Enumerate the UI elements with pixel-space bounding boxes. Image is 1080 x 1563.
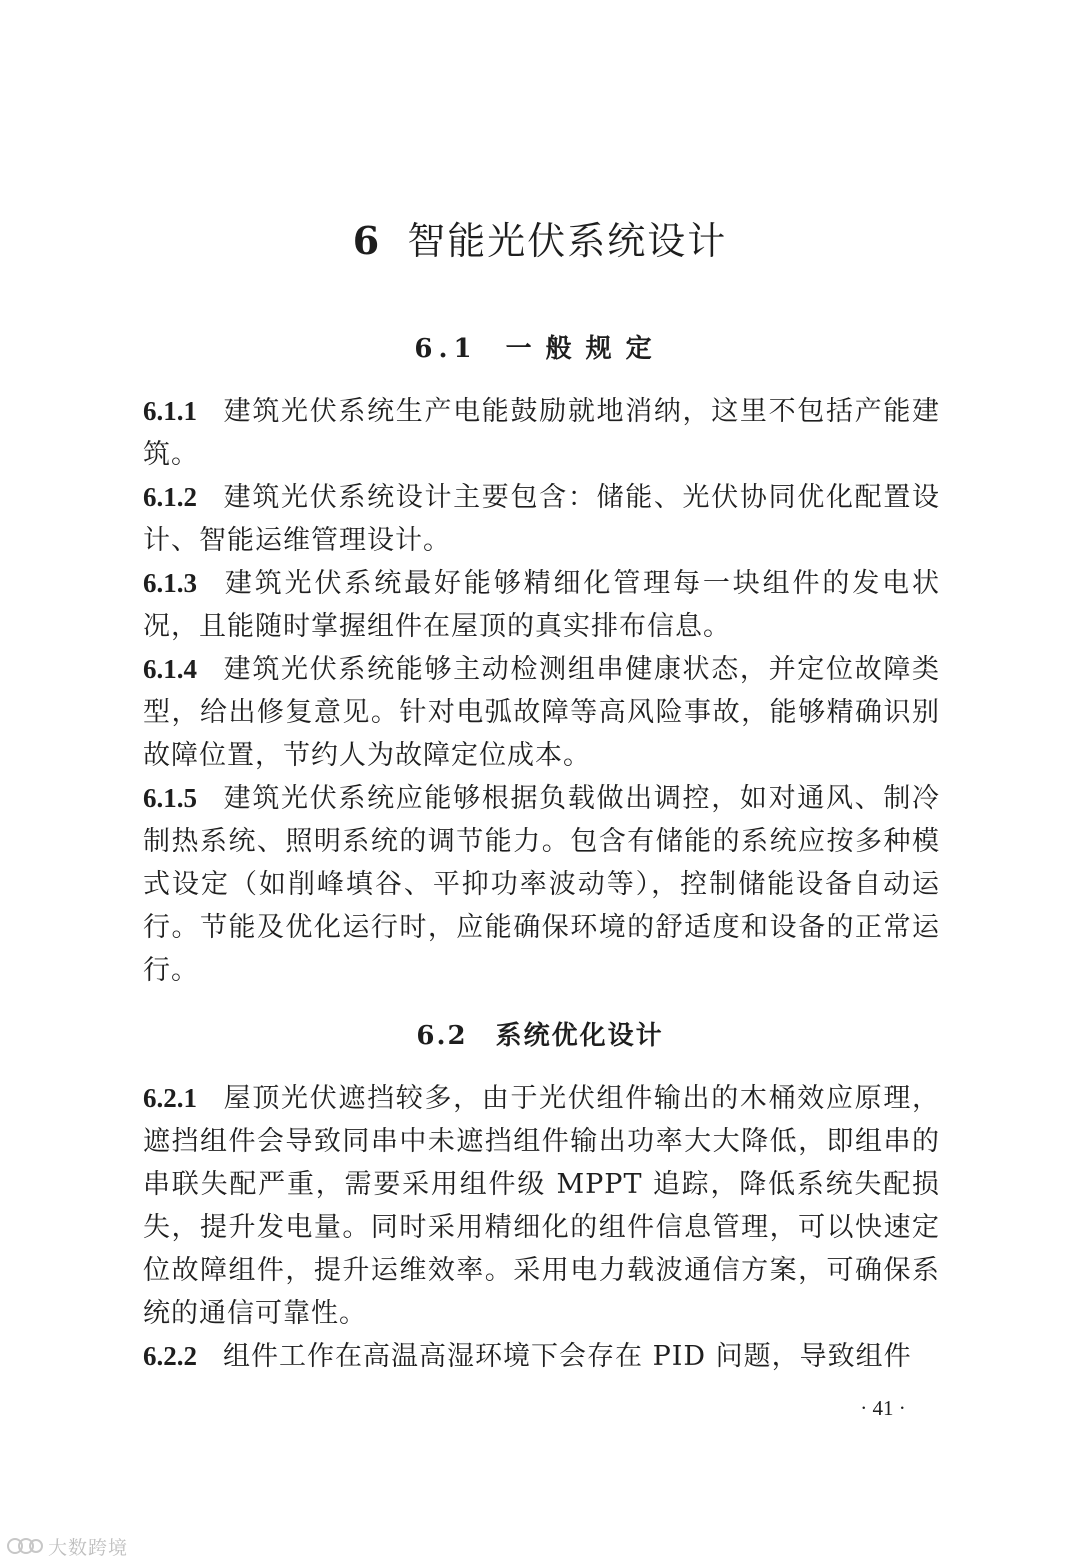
watermark xyxy=(6,1532,128,1560)
section-6-1-clauses xyxy=(143,390,940,992)
section-6-2-clauses xyxy=(143,1077,940,1378)
clause-number: 6.1.4 xyxy=(143,654,197,684)
section-title-text: 一般规定 xyxy=(505,334,666,364)
clause-number: 6.1.3 xyxy=(143,568,197,598)
clause-text: 建筑光伏系统生产电能鼓励就地消纳，这里不包括产能建筑。 xyxy=(143,396,940,470)
page-number: · 41 · xyxy=(860,1396,906,1420)
clause-number: 6.1.1 xyxy=(143,396,197,426)
clause-text: 建筑光伏系统最好能够精细化管理每一块组件的发电状况，且能随时掌握组件在屋顶的真实排布信息。 xyxy=(143,568,940,642)
clause-6-1-1 xyxy=(143,390,940,476)
section-title-6-1 xyxy=(0,329,1080,369)
section-number: 6.1 xyxy=(414,334,478,364)
clause-number: 6.1.2 xyxy=(143,482,197,512)
section-title-6-2 xyxy=(0,1016,1080,1056)
clause-text: 屋顶光伏遮挡较多，由于光伏组件输出的木桶效应原理，遮挡组件会导致同串中未遮挡组件输出功率大大降低，即组串的串联失配严重，需要采用组件级 MPPT 追踪，降低系统失配损失，提升发电量。同时采用精细化的组件信息管理，可以快速定位故障组件，提升运维效率。采用电力载波通信方案，可确保系统的通信可靠性。 xyxy=(143,1083,940,1329)
clause-6-1-2 xyxy=(143,476,940,562)
watermark-text: 大数跨境 xyxy=(48,1536,129,1559)
clause-text: 建筑光伏系统设计主要包含：储能、光伏协同优化配置设计、智能运维管理设计。 xyxy=(143,482,940,556)
clause-number: 6.1.5 xyxy=(143,783,197,813)
clause-6-1-4 xyxy=(143,648,940,777)
clause-6-2-2 xyxy=(143,1335,940,1378)
logo-icon xyxy=(6,1534,44,1558)
chapter-number: 6 xyxy=(352,218,382,263)
clause-number: 6.2.1 xyxy=(143,1083,197,1113)
clause-text: 组件工作在高温高湿环境下会存在 PID 问题，导致组件 xyxy=(223,1341,912,1372)
clause-number: 6.2.2 xyxy=(143,1341,197,1371)
clause-6-1-3 xyxy=(143,562,940,648)
clause-text: 建筑光伏系统应能够根据负载做出调控，如对通风、制冷制热系统、照明系统的调节能力。包含有储能的系统应按多种模式设定（如削峰填谷、平抑功率波动等），控制储能设备自动运行。节能及优化运行时，应能确保环境的舒适度和设备的正常运行。 xyxy=(143,783,940,986)
clause-6-2-1 xyxy=(143,1077,940,1335)
clause-text: 建筑光伏系统能够主动检测组串健康状态，并定位故障类型，给出修复意见。针对电弧故障等高风险事故，能够精确识别故障位置，节约人为故障定位成本。 xyxy=(143,654,940,771)
section-number: 6.2 xyxy=(416,1021,468,1051)
chapter-title xyxy=(0,214,1080,268)
section-title-text: 系统优化设计 xyxy=(495,1021,664,1051)
clause-6-1-5 xyxy=(143,777,940,992)
chapter-title-text: 智能光伏系统设计 xyxy=(407,219,728,263)
